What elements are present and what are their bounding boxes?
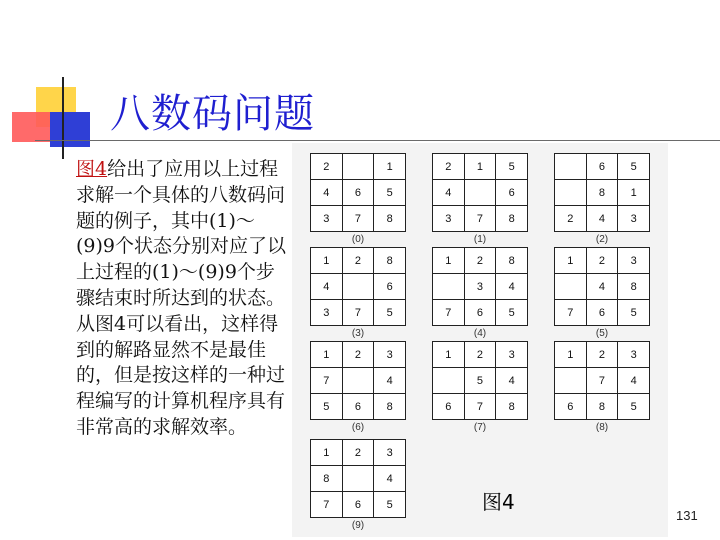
- puzzle-cell: 7: [586, 368, 618, 394]
- puzzle-cell: 1: [311, 440, 343, 466]
- puzzle-cell: 8: [618, 274, 650, 300]
- page-number: 131: [676, 508, 698, 523]
- paragraph-1-text: 给出了应用以上过程求解一个具体的八数码问题的例子，其中(1)～(9)9个状态分别对应了以上过程的(1)～(9)9个步骤结束时所达到的状态。: [76, 158, 287, 309]
- puzzle-cell: [342, 368, 374, 394]
- puzzle-caption-0: (0): [351, 234, 365, 245]
- puzzle-caption-7: (7): [473, 422, 487, 433]
- puzzle-grid-6: [310, 341, 406, 420]
- puzzle-cell: [342, 154, 374, 180]
- puzzle-cell: 8: [586, 394, 618, 420]
- puzzle-cell: 2: [464, 248, 496, 274]
- puzzle-caption-3: (3): [351, 328, 365, 339]
- puzzle-cell: 4: [618, 368, 650, 394]
- puzzle-cell: 6: [433, 394, 465, 420]
- puzzle-cell: 7: [311, 368, 343, 394]
- puzzle-cell: 8: [311, 466, 343, 492]
- puzzle-cell: 3: [311, 206, 343, 232]
- puzzle-cell: 1: [433, 248, 465, 274]
- puzzle-cell: 3: [618, 342, 650, 368]
- puzzle-cell: 4: [374, 368, 406, 394]
- figure-link[interactable]: 图4: [76, 158, 108, 180]
- body-text: [28, 157, 290, 441]
- puzzle-cell: 7: [555, 300, 587, 326]
- puzzle-cell: 7: [464, 394, 496, 420]
- puzzle-cell: [555, 180, 587, 206]
- puzzle-cell: 4: [586, 206, 618, 232]
- puzzle-caption-8: (8): [595, 422, 609, 433]
- puzzle-cell: 8: [374, 206, 406, 232]
- puzzle-cell: [342, 466, 374, 492]
- puzzle-caption-9: (9): [351, 520, 365, 531]
- puzzle-cell: 5: [374, 492, 406, 518]
- puzzle-cell: 6: [342, 492, 374, 518]
- puzzle-cell: 1: [618, 180, 650, 206]
- puzzle-cell: 1: [374, 154, 406, 180]
- puzzle-cell: [433, 274, 465, 300]
- puzzle-cell: 3: [433, 206, 465, 232]
- puzzle-grid-7: [432, 341, 528, 420]
- puzzle-grid-0: [310, 153, 406, 232]
- puzzle-grid-4: [432, 247, 528, 326]
- puzzle-grid-1: [432, 153, 528, 232]
- puzzle-cell: 2: [311, 154, 343, 180]
- puzzle-cell: 3: [374, 342, 406, 368]
- puzzle-cell: [555, 368, 587, 394]
- puzzle-cell: 8: [374, 394, 406, 420]
- puzzle-cell: 4: [586, 274, 618, 300]
- puzzle-cell: 7: [342, 206, 374, 232]
- puzzle-cell: [555, 274, 587, 300]
- puzzle-cell: 8: [496, 248, 528, 274]
- puzzle-cell: 2: [342, 440, 374, 466]
- puzzle-cell: 5: [464, 368, 496, 394]
- puzzle-caption-6: (6): [351, 422, 365, 433]
- puzzle-cell: 7: [464, 206, 496, 232]
- decor-vertical-line: [62, 77, 64, 159]
- puzzle-cell: 6: [464, 300, 496, 326]
- puzzle-cell: 7: [311, 492, 343, 518]
- title-divider: [35, 140, 720, 141]
- puzzle-cell: [555, 154, 587, 180]
- puzzle-cell: 1: [311, 342, 343, 368]
- puzzle-cell: 3: [374, 440, 406, 466]
- puzzle-cell: 4: [496, 274, 528, 300]
- puzzle-cell: 2: [586, 342, 618, 368]
- paragraph-1: [28, 157, 290, 312]
- figure-label: 图4: [482, 490, 515, 514]
- puzzle-cell: 1: [555, 248, 587, 274]
- puzzle-caption-2: (2): [595, 234, 609, 245]
- puzzle-cell: 3: [618, 248, 650, 274]
- puzzle-cell: 4: [311, 180, 343, 206]
- puzzle-cell: 8: [496, 206, 528, 232]
- puzzle-caption-4: (4): [473, 328, 487, 339]
- slide-title: 八数码问题: [110, 91, 315, 137]
- puzzle-cell: 5: [496, 300, 528, 326]
- puzzle-cell: 6: [496, 180, 528, 206]
- puzzle-cell: [464, 180, 496, 206]
- puzzle-cell: 2: [586, 248, 618, 274]
- puzzle-cell: 1: [433, 342, 465, 368]
- puzzle-cell: 6: [555, 394, 587, 420]
- puzzle-cell: 1: [464, 154, 496, 180]
- puzzle-cell: [433, 368, 465, 394]
- puzzle-figure: [292, 143, 668, 537]
- puzzle-cell: 1: [311, 248, 343, 274]
- puzzle-cell: 7: [342, 300, 374, 326]
- puzzle-grid-8: [554, 341, 650, 420]
- puzzle-grid-2: [554, 153, 650, 232]
- puzzle-cell: 5: [311, 394, 343, 420]
- puzzle-cell: 6: [342, 180, 374, 206]
- puzzle-cell: 8: [374, 248, 406, 274]
- puzzle-cell: 3: [496, 342, 528, 368]
- puzzle-cell: 5: [618, 300, 650, 326]
- puzzle-grid-9: [310, 439, 406, 518]
- puzzle-cell: 4: [496, 368, 528, 394]
- puzzle-cell: 8: [496, 394, 528, 420]
- puzzle-cell: 2: [464, 342, 496, 368]
- puzzle-cell: 5: [374, 300, 406, 326]
- puzzle-cell: 7: [433, 300, 465, 326]
- puzzle-cell: 5: [496, 154, 528, 180]
- puzzle-cell: 3: [311, 300, 343, 326]
- puzzle-grid-5: [554, 247, 650, 326]
- puzzle-cell: 5: [618, 154, 650, 180]
- puzzle-cell: 3: [464, 274, 496, 300]
- puzzle-cell: 2: [555, 206, 587, 232]
- decor-blue-square: [50, 112, 90, 147]
- puzzle-cell: 2: [342, 248, 374, 274]
- puzzle-cell: 4: [311, 274, 343, 300]
- puzzle-cell: 5: [618, 394, 650, 420]
- puzzle-cell: 1: [555, 342, 587, 368]
- puzzle-cell: [342, 274, 374, 300]
- puzzle-cell: 6: [342, 394, 374, 420]
- puzzle-cell: 6: [586, 154, 618, 180]
- puzzle-caption-5: (5): [595, 328, 609, 339]
- puzzle-cell: 2: [342, 342, 374, 368]
- paragraph-2: 从图4可以看出，这样得到的解路显然不是最佳的，但是按这样的一种过程编写的计算机程序具有非常高的求解效率。: [76, 312, 286, 438]
- puzzle-cell: 2: [433, 154, 465, 180]
- puzzle-cell: 4: [374, 466, 406, 492]
- puzzle-cell: 6: [586, 300, 618, 326]
- puzzle-cell: 8: [586, 180, 618, 206]
- puzzle-cell: 6: [374, 274, 406, 300]
- puzzle-caption-1: (1): [473, 234, 487, 245]
- puzzle-cell: 4: [433, 180, 465, 206]
- puzzle-grid-3: [310, 247, 406, 326]
- puzzle-cell: 5: [374, 180, 406, 206]
- puzzle-cell: 3: [618, 206, 650, 232]
- decor-red-square: [12, 112, 52, 142]
